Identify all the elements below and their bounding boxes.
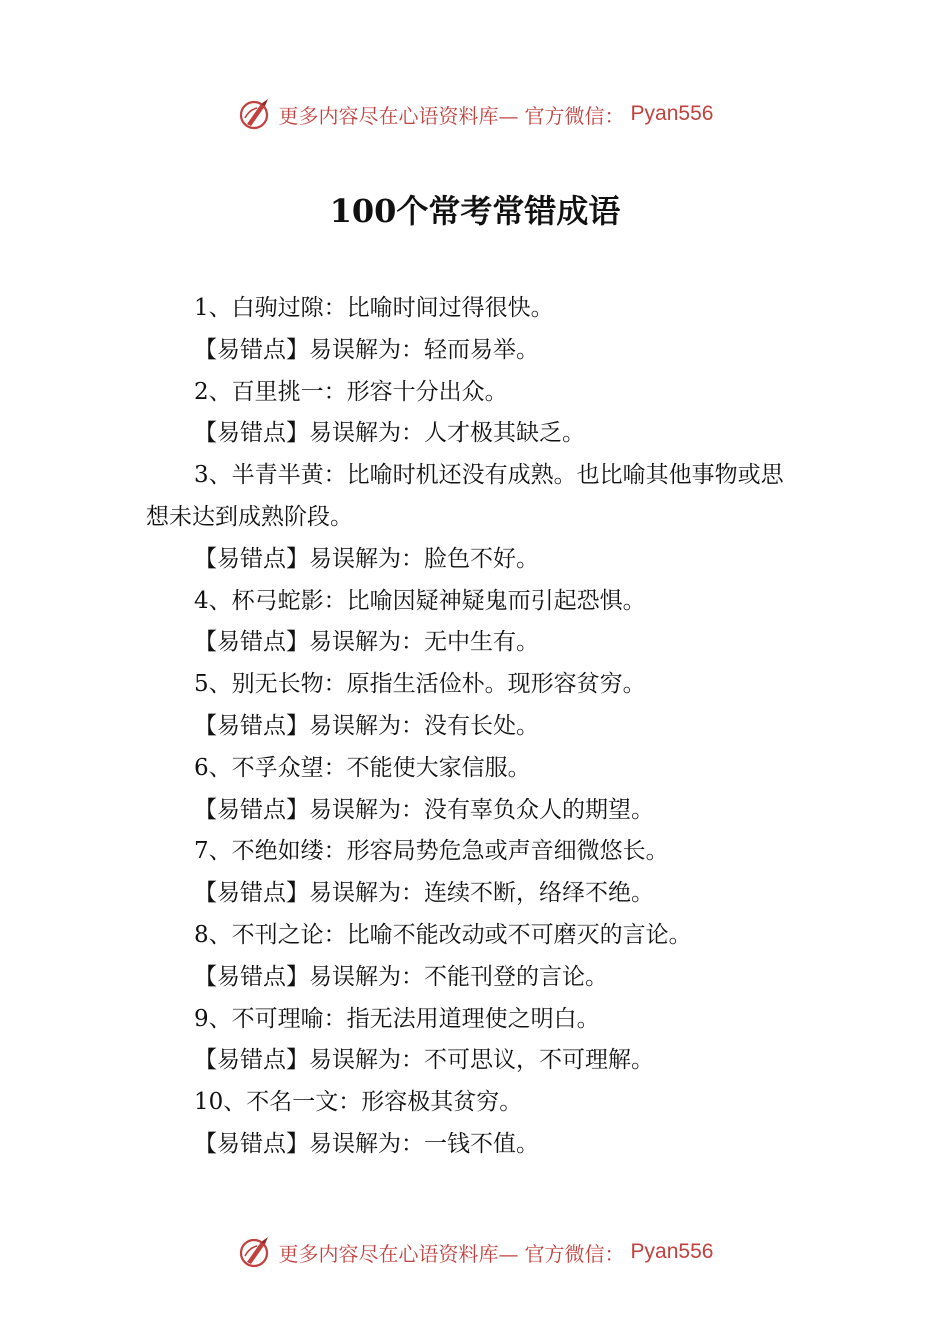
list-item (146, 581, 806, 665)
idiom-error-note: 【易错点】易误解为：连续不断，络绎不绝。 (194, 880, 654, 907)
list-item (146, 372, 806, 456)
idiom-definition: 2、百里挑一：形容十分出众。 (194, 378, 508, 405)
list-item (146, 999, 806, 1083)
banner-wechat-id: Pyan556 (630, 1240, 714, 1263)
quill-pen-logo-icon (237, 96, 273, 132)
list-item (146, 1082, 806, 1166)
list-item (146, 915, 806, 999)
banner-wechat-label: 官方微信： (524, 1241, 625, 1266)
idiom-error-note: 【易错点】易误解为：人才极其缺乏。 (194, 420, 585, 447)
page-title: 100个常考常错成语 (329, 192, 621, 230)
list-item (146, 288, 806, 372)
list-item (146, 748, 806, 832)
idiom-definition: 10、不名一文：形容极其贫穷。 (194, 1089, 523, 1116)
idiom-list (146, 288, 806, 1166)
banner-text: 更多内容尽在心语资料库— (278, 1241, 519, 1266)
list-item (146, 455, 806, 580)
idiom-error-note: 【易错点】易误解为：没有辜负众人的期望。 (194, 796, 654, 823)
banner-wechat-id: Pyan556 (630, 102, 714, 125)
idiom-definition: 7、不绝如缕：形容局势危急或声音细微悠长。 (194, 838, 669, 865)
idiom-definition: 8、不刊之论：比喻不能改动或不可磨灭的言论。 (194, 921, 692, 948)
idiom-definition: 9、不可理喻：指无法用道理使之明白。 (194, 1005, 600, 1032)
idiom-definition: 6、不孚众望：不能使大家信服。 (194, 754, 531, 781)
banner-text: 更多内容尽在心语资料库— (278, 103, 519, 128)
idiom-definition: 3、半青半黄：比喻时机还没有成熟。也比喻其他事物或思想未达到成熟阶段。 (146, 462, 784, 530)
idiom-error-note: 【易错点】易误解为：无中生有。 (194, 629, 539, 656)
idiom-error-note: 【易错点】易误解为：一钱不值。 (194, 1130, 539, 1157)
idiom-error-note: 【易错点】易误解为：不可思议，不可理解。 (194, 1047, 654, 1074)
idiom-error-note: 【易错点】易误解为：不能刊登的言论。 (194, 963, 608, 990)
idiom-error-note: 【易错点】易误解为：脸色不好。 (194, 545, 539, 572)
quill-pen-logo-icon (237, 1234, 273, 1270)
idiom-definition: 1、白驹过隙：比喻时间过得很快。 (194, 295, 554, 321)
idiom-definition: 4、杯弓蛇影：比喻因疑神疑鬼而引起恐惧。 (194, 587, 646, 614)
idiom-definition: 5、别无长物：原指生活俭朴。现形容贫穷。 (194, 671, 646, 698)
banner-wechat-label: 官方微信： (524, 103, 625, 128)
list-item (146, 831, 806, 915)
header-banner (0, 92, 950, 136)
list-item (146, 664, 806, 748)
footer-banner (0, 1230, 950, 1274)
idiom-error-note: 【易错点】易误解为：没有长处。 (194, 712, 539, 739)
idiom-error-note: 【易错点】易误解为：轻而易举。 (194, 336, 539, 363)
